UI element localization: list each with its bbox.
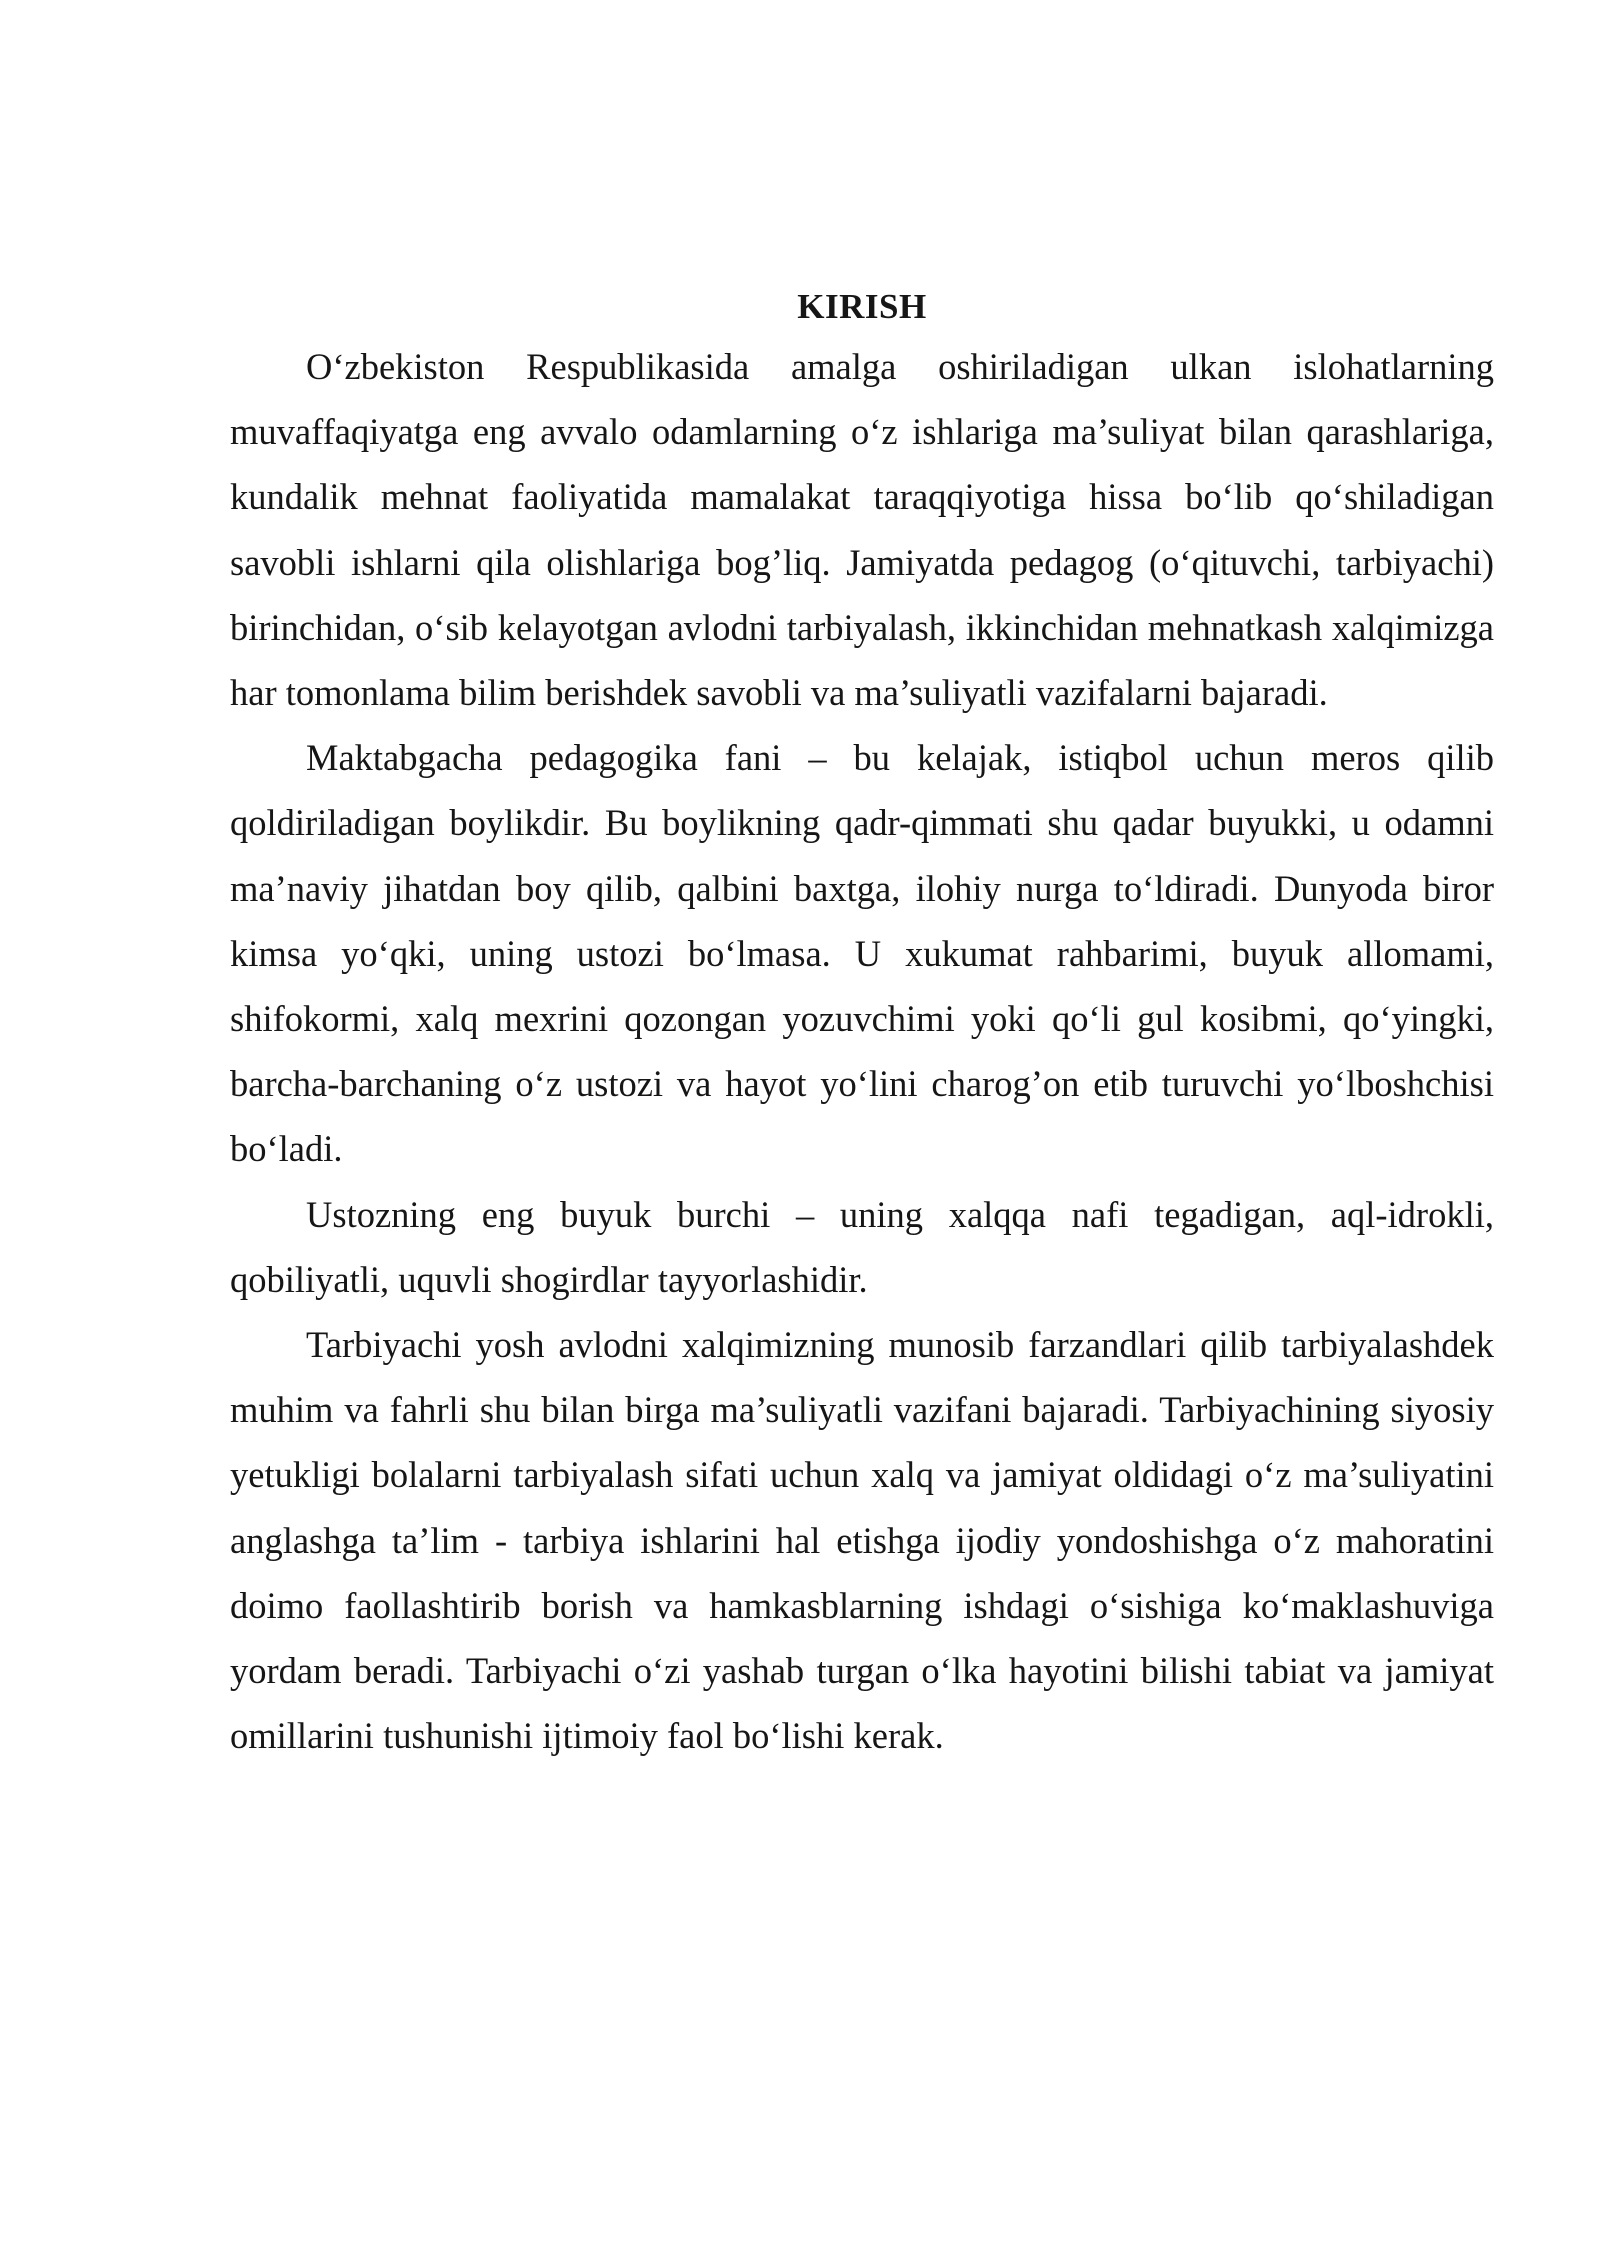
paragraph-3: Ustozning eng buyuk burchi – uning xalqqa nafi tegadigan, aql-idrokli, qobiliyatli, uquvli shogirdlar tayyorlashidir. bbox=[230, 1193, 1494, 1300]
paragraph-2: Maktabgacha pedagogika fani – bu kelajak, istiqbol uchun meros qilib qoldiriladigan boylikdir. Bu boylikning qadr-qimmati shu qadar buyukki, u odamni ma’naviy jihatdan boy qilib, qalbini baxtga, ilohiy nurga to‘ldiradi. Dunyoda biror kimsa yo‘qki, uning ustozi bo‘lmasa. U xukumat rahbarimi, buyuk allomami, shifokormi, xalq mexrini qozongan yozuvchimi yoki qo‘li gul kosibmi, qo‘yingki, barcha-barchaning o‘z ustozi va hayot yo‘lini charog’on etib turuvchi yo‘lboshchisi bo‘ladi. bbox=[230, 737, 1494, 1170]
paragraph-4: Tarbiyachi yosh avlodni xalqimizning munosib farzandlari qilib tarbiyalashdek muhim va fahrli shu bilan birga ma’suliyatli vazifani bajaradi. Tarbiyachining siyosiy yetukligi bolalarni tarbiyalash sifati uchun xalq va jamiyat oldidagi o‘z ma’suliyatini anglashga ta’lim - tarbiya ishlarini hal etishga ijodiy yondoshishga o‘z mahoratini doimo faollashtirib borish va hamkasblarning ishdagi o‘sishiga ko‘maklashuviga yordam beradi. Tarbiyachi o‘zi yashab turgan o‘lka hayotini bilishi tabiat va jamiyat omillarini tushunishi ijtimoiy faol bo‘lishi kerak. bbox=[230, 1324, 1494, 1757]
paragraph-1: O‘zbekiston Respublikasida amalga oshiriladigan ulkan islohatlarning muvaffaqiyatga eng avvalo odamlarning o‘z ishlariga ma’suliyat bilan qarashlariga, kundalik mehnat faoliyatida mamalakat taraqqiyotiga hissa bo‘lib qo‘shiladigan savobli ishlarni qila olishlariga bog’liq. Jamiyatda pedagog (o‘qituvchi, tarbiyachi) birinchidan, o‘sib kelayotgan avlodni tarbiyalash, ikkinchidan mehnatkash xalqimizga har tomonlama bilim berishdek savobli va ma’suliyatli vazifalarni bajaradi. bbox=[230, 346, 1494, 714]
document-body bbox=[230, 280, 1494, 1768]
page-title: KIRISH bbox=[797, 287, 927, 326]
